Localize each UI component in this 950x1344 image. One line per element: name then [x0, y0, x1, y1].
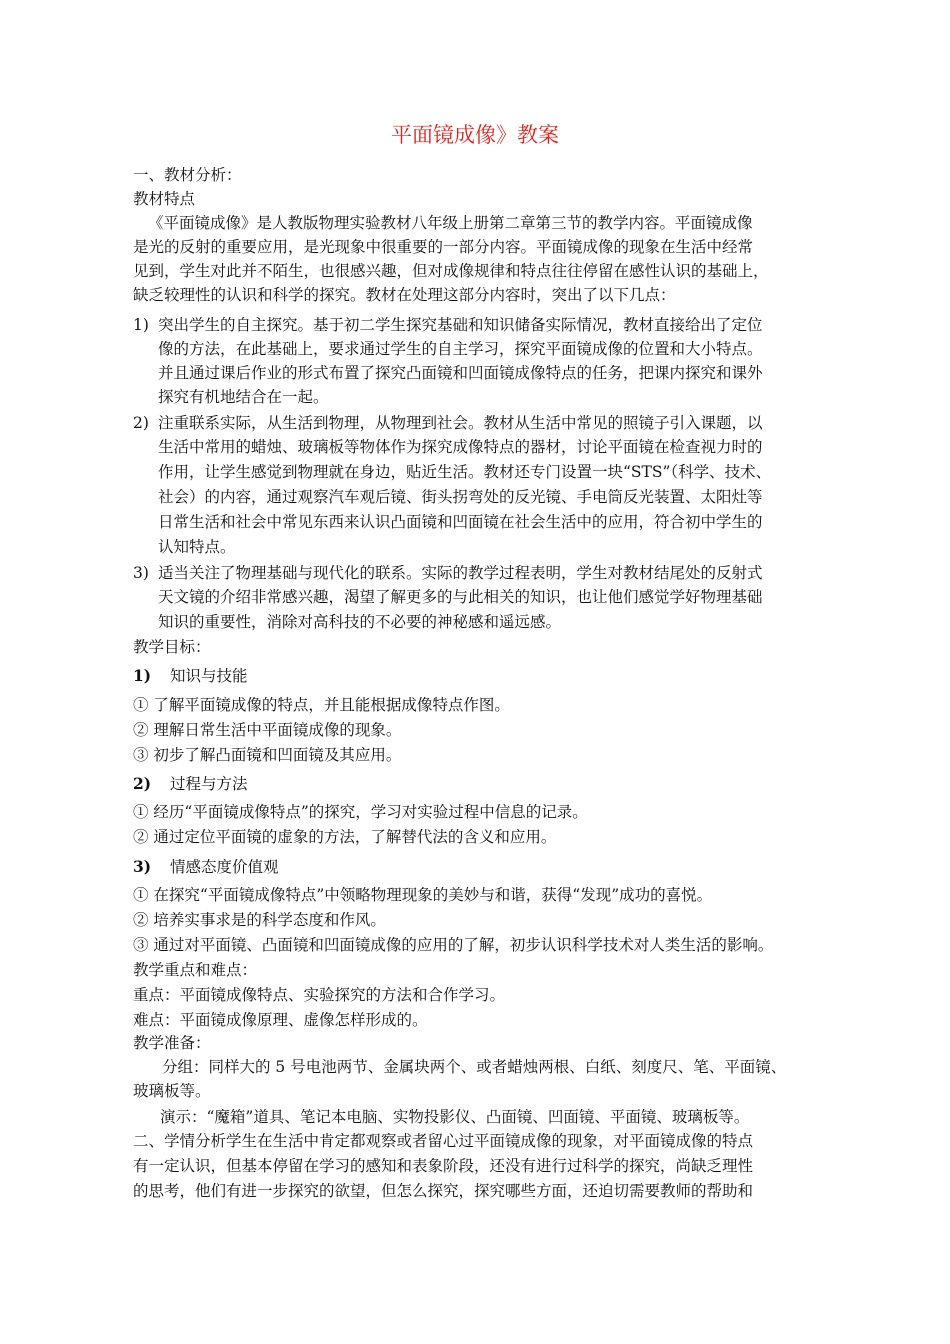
- paragraph-line: 见到，学生对此并不陌生，也很感兴趣，但对成像规律和特点往往停留在感性认识的基础上，: [133, 262, 769, 280]
- list-number: 1): [133, 316, 149, 334]
- list-number: 3): [133, 564, 149, 582]
- document-title: 平面镜成像》教案: [391, 123, 559, 147]
- list-item-line: 并且通过课后作业的形式布置了探究凸面镜和凹面镜成像特点的任务，把课内探究和课外: [158, 364, 763, 382]
- paragraph-line: 缺乏较理性的认识和科学的探究。教材在处理这部分内容时，突出了以下几点：: [133, 286, 676, 304]
- key-heading: 教学重点和难点：: [133, 961, 258, 979]
- goal-number: 2): [133, 774, 152, 793]
- list-item-line: 适当关注了物理基础与现代化的联系。实际的教学过程表明，学生对教材结尾处的反射式: [158, 564, 763, 582]
- section-2-line: 有一定认识，但基本停留在学习的感知和表象阶段，还没有进行过科学的探究，尚缺乏理性: [133, 1157, 754, 1175]
- list-item-line: 突出学生的自主探究。基于初二学生探究基础和知识储备实际情况，教材直接给出了定位: [158, 316, 763, 334]
- list-item-line: 知识的重要性，消除对高科技的不必要的神秘感和遥远感。: [158, 613, 562, 631]
- paragraph-line: 《平面镜成像》是人教版物理实验教材八年级上册第二章第三节的教学内容。平面镜成像: [148, 214, 753, 232]
- prep-heading: 教学准备：: [133, 1034, 211, 1052]
- list-item-line: 注重联系实际，从生活到物理，从物理到社会。教材从生活中常见的照镜子引入课题，以: [158, 414, 763, 432]
- list-item-line: 探究有机地结合在一起。: [158, 388, 329, 406]
- goal-title: 知识与技能: [170, 667, 248, 685]
- list-item-line: 天文镜的介绍非常感兴趣，渴望了解更多的与此相关的知识，也让他们感觉学好物理基础: [158, 588, 763, 606]
- paragraph-line: 是光的反射的重要应用，是光现象中很重要的一部分内容。平面镜成像的现象在生活中经常: [133, 238, 754, 256]
- list-item-line: 认知特点。: [158, 538, 236, 556]
- goal-item: ③ 通过对平面镜、凸面镜和凹面镜成像的应用的了解，初步认识科学技术对人类生活的影响。: [133, 936, 774, 954]
- goal-title: 过程与方法: [170, 775, 248, 793]
- key-point: 重点：平面镜成像特点、实验探究的方法和合作学习。: [133, 986, 506, 1004]
- list-number: 2): [133, 414, 149, 432]
- goal-number: 1): [133, 666, 152, 685]
- prep-group-line: 玻璃板等。: [133, 1082, 211, 1100]
- prep-demo-line: 演示：“魔箱”道具、笔记本电脑、实物投影仪、凸面镜、凹面镜、平面镜、玻璃板等。: [160, 1108, 750, 1126]
- prep-group-line: 分组：同样大的 5 号电池两节、金属块两个、或者蜡烛两根、白纸、刻度尺、笔、平面镜、: [162, 1058, 787, 1076]
- difficult-point: 难点：平面镜成像原理、虚像怎样形成的。: [133, 1011, 428, 1029]
- section-2-line: 的思考，他们有进一步探究的欲望，但怎么探究，探究哪些方面，还迫切需要教师的帮助和: [133, 1182, 754, 1200]
- goal-item: ② 培养实事求是的科学态度和作风。: [133, 911, 386, 929]
- section-2-line: 二、学情分析学生在生活中肯定都观察或者留心过平面镜成像的现象，对平面镜成像的特点: [133, 1132, 754, 1150]
- goal-item: ① 经历“平面镜成像特点”的探究，学习对实验过程中信息的记录。: [133, 803, 588, 821]
- list-item-line: 社会）的内容，通过观察汽车观后镜、街头拐弯处的反光镜、手电筒反光装置、太阳灶等: [158, 488, 763, 506]
- list-item-line: 作用，让学生感觉到物理就在身边，贴近生活。教材还专门设置一块“STS”（科学、技术、: [158, 463, 772, 481]
- list-item-line: 生活中常用的蜡烛、玻璃板等物体作为探究成像特点的器材，讨论平面镜在检查视力时的: [158, 438, 763, 456]
- goal-item: ② 通过定位平面镜的虚象的方法，了解替代法的含义和应用。: [133, 828, 557, 846]
- list-item-line: 日常生活和社会中常见东西来认识凸面镜和凹面镜在社会生活中的应用，符合初中学生的: [158, 513, 763, 531]
- goal-number: 3): [133, 857, 152, 876]
- features-heading: 教材特点: [133, 190, 196, 208]
- goal-item: ② 理解日常生活中平面镜成像的现象。: [133, 721, 402, 739]
- section-1-heading: 一、教材分析：: [133, 166, 242, 184]
- list-item-line: 像的方法，在此基础上，要求通过学生的自主学习，探究平面镜成像的位置和大小特点。: [158, 340, 763, 358]
- goal-title: 情感态度价值观: [170, 858, 279, 876]
- goals-heading: 教学目标：: [133, 638, 211, 656]
- goal-item: ① 了解平面镜成像的特点，并且能根据成像特点作图。: [133, 696, 510, 714]
- goal-item: ① 在探究“平面镜成像特点”中领略物理现象的美妙与和谐，获得“发现”成功的喜悦。: [133, 886, 713, 904]
- goal-item: ③ 初步了解凸面镜和凹面镜及其应用。: [133, 746, 402, 764]
